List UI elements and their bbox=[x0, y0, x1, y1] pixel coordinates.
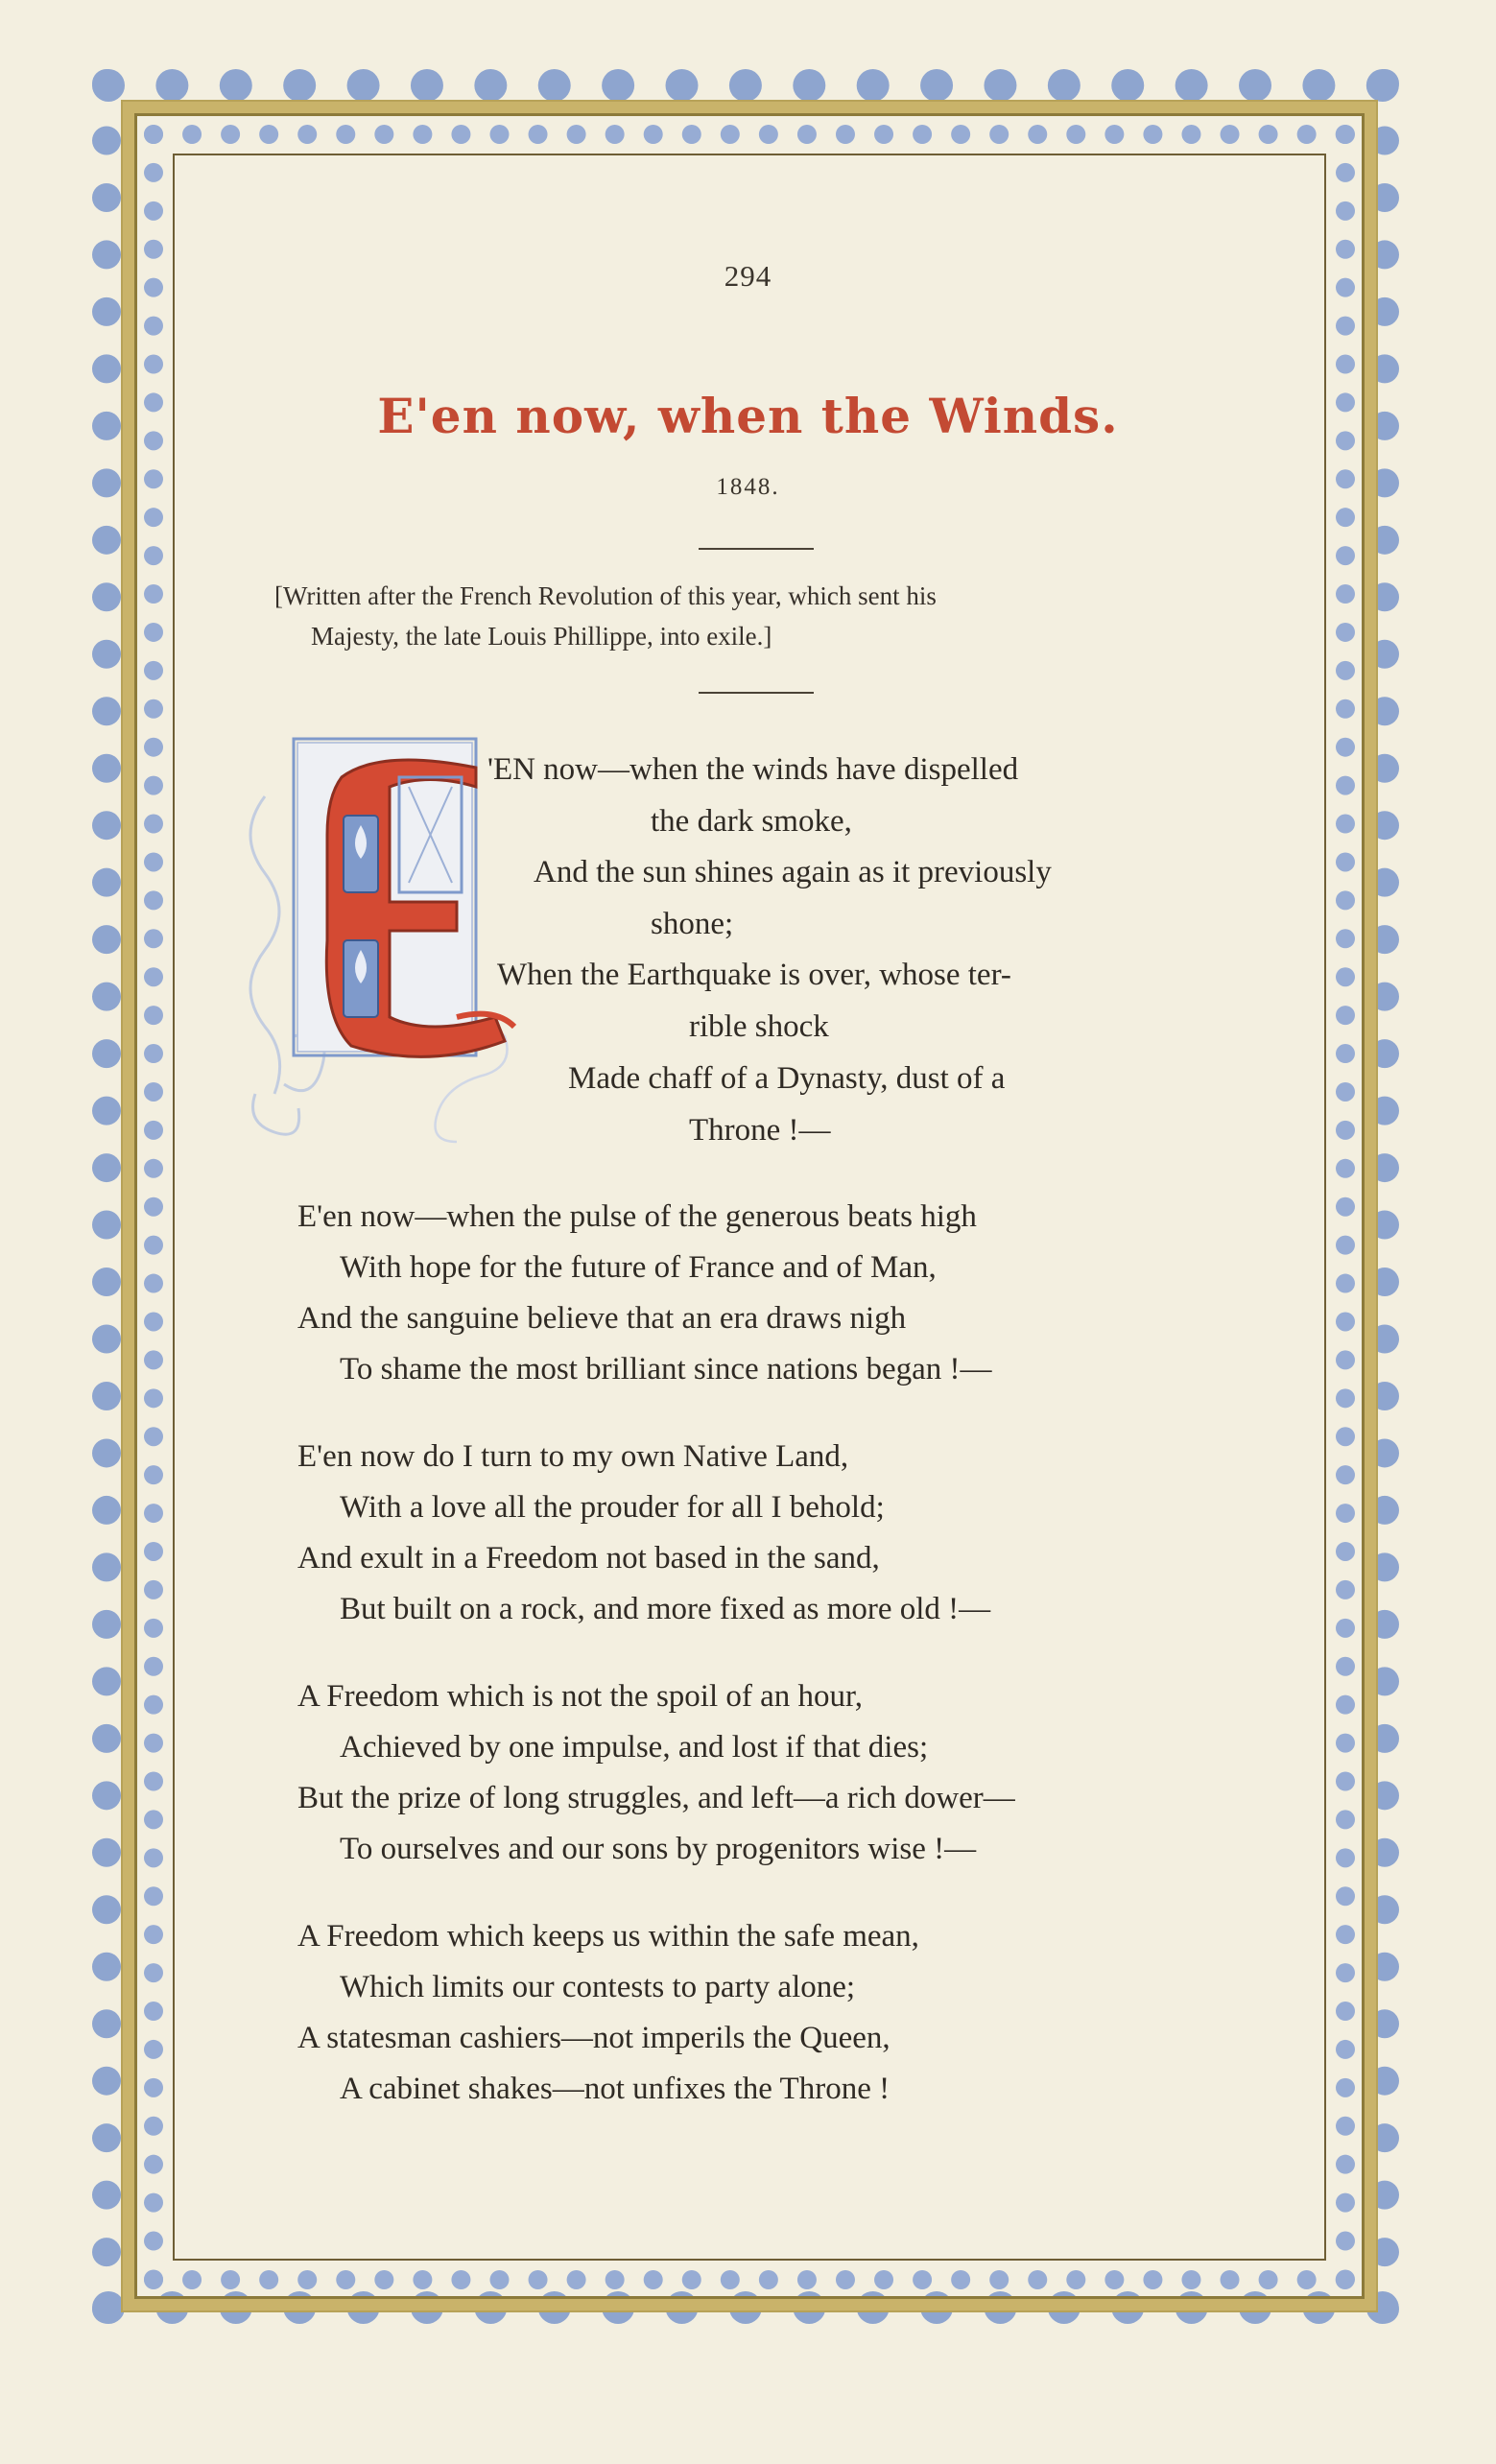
poem-line: A Freedom which keeps us within the safe mean, bbox=[297, 1919, 919, 1954]
divider-rule bbox=[699, 548, 814, 550]
poem-line: And exult in a Freedom not based in the sand, bbox=[297, 1541, 880, 1576]
poem-line: A Freedom which is not the spoil of an hour, bbox=[297, 1679, 863, 1714]
poem-line: And the sanguine believe that an era draws nigh bbox=[297, 1301, 907, 1336]
poem-line: the dark smoke, bbox=[651, 804, 852, 839]
poem-title: E'en now, when the Winds. bbox=[377, 388, 1119, 444]
poem-line: 'EN now—when the winds have dispelled bbox=[487, 752, 1019, 787]
poem-line: A cabinet shakes—not unfixes the Throne ! bbox=[340, 2072, 890, 2106]
poem-line: To ourselves and our sons by progenitors wise !— bbox=[340, 1832, 977, 1866]
divider-rule bbox=[699, 692, 814, 694]
poem-line: When the Earthquake is over, whose ter- bbox=[497, 958, 1011, 992]
poem-line: With a love all the prouder for all I behold; bbox=[340, 1490, 885, 1525]
poem-line: A statesman cashiers—not imperils the Queen, bbox=[297, 2021, 890, 2055]
poem-line: shone; bbox=[651, 907, 734, 941]
poem-line: Throne !— bbox=[689, 1113, 831, 1148]
poem-line: E'en now—when the pulse of the generous beats high bbox=[297, 1199, 977, 1234]
poem-line: rible shock bbox=[689, 1009, 829, 1044]
poem-line: And the sun shines again as it previously bbox=[534, 855, 1052, 889]
page-number: 294 bbox=[724, 259, 772, 293]
editorial-note bbox=[274, 576, 1253, 656]
poem-line: But the prize of long struggles, and left—a rich dower— bbox=[297, 1781, 1015, 1815]
poem-line: Achieved by one impulse, and lost if that dies; bbox=[340, 1730, 929, 1765]
illuminated-initial-icon bbox=[236, 729, 524, 1180]
poem-line: With hope for the future of France and of Man, bbox=[340, 1250, 937, 1285]
poem-line: E'en now do I turn to my own Native Land, bbox=[297, 1439, 849, 1474]
poem-line: To shame the most brilliant since nations began !— bbox=[340, 1352, 992, 1386]
poem-line: But built on a rock, and more fixed as more old !— bbox=[340, 1592, 991, 1626]
note-line-1: [Written after the French Revolution of this year, which sent his bbox=[274, 581, 937, 610]
poem-year: 1848. bbox=[716, 474, 780, 500]
poem-line: Which limits our contests to party alone; bbox=[340, 1970, 856, 2004]
note-line-2: Majesty, the late Louis Phillippe, into exile.] bbox=[311, 622, 772, 651]
poem-line: Made chaff of a Dynasty, dust of a bbox=[568, 1061, 1006, 1096]
